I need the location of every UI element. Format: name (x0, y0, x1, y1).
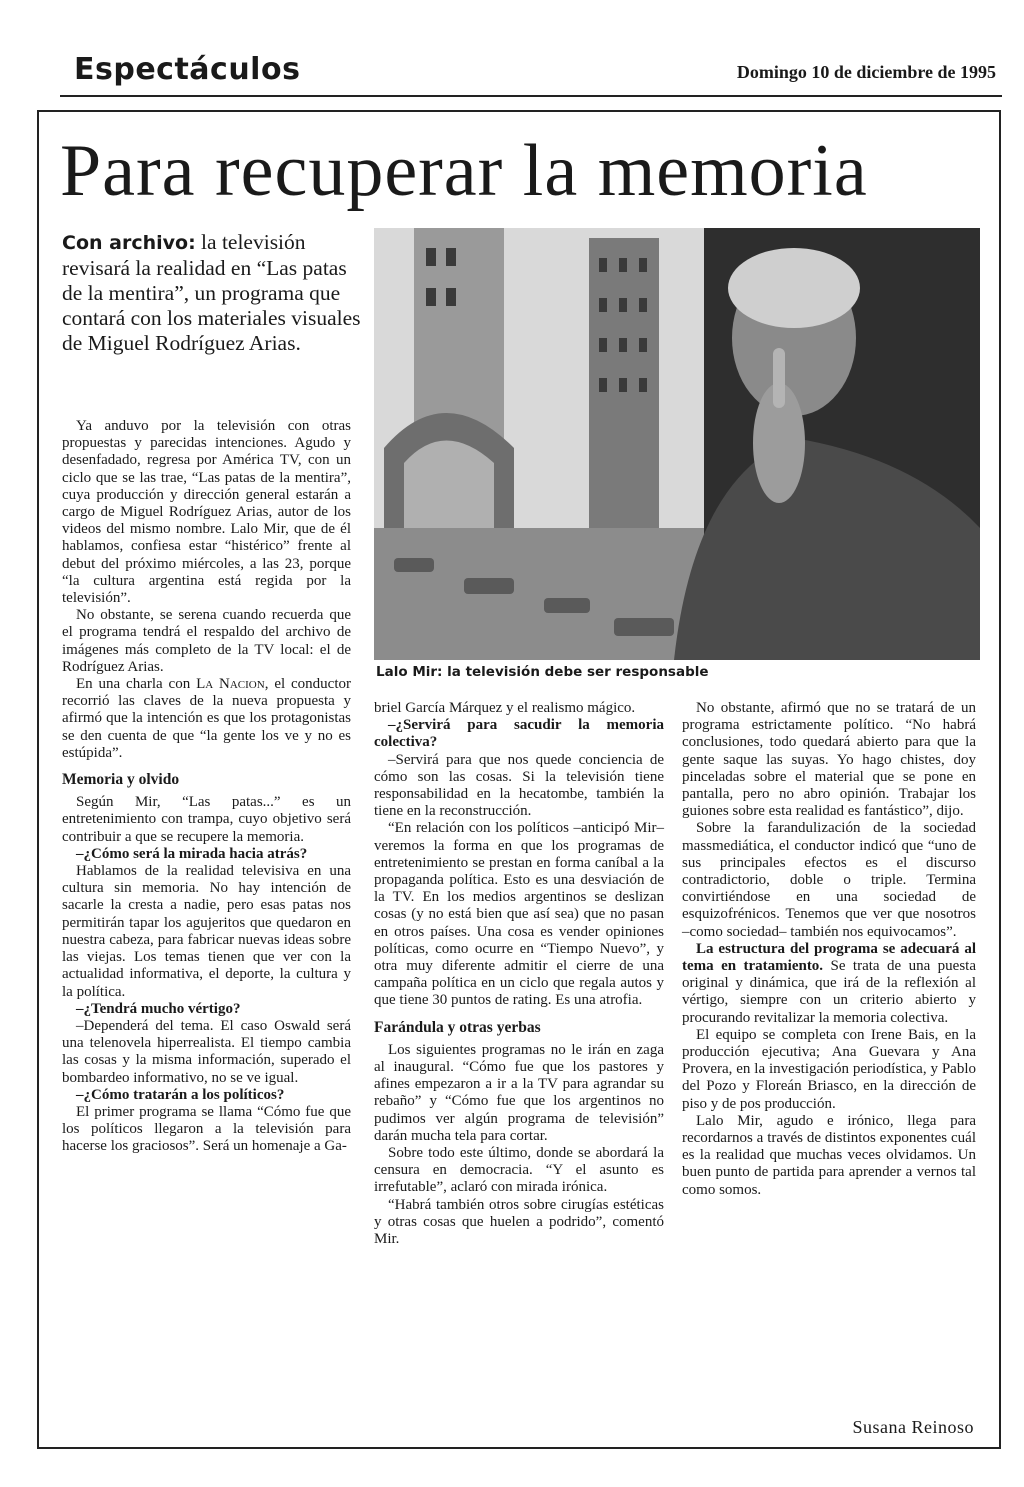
paragraph: Los siguientes programas no le irán en zaga al inaugural. “Cómo fue que los pastores y afines empezaron a ir a la TV para agrandar su rebaño” y “Cómo fue que los argentinos no pudimos ver algún programa de televisión” darán mucha tela para cortar. (374, 1041, 664, 1144)
paragraph: Según Mir, “Las patas...” es un entretenimiento con trampa, cuyo objetivo será contribuir a que se recupere la memoria. (62, 794, 351, 845)
newspaper-name: La Nacion (196, 676, 265, 693)
interview-question: –¿Servirá para sacudir la memoria colectiva? (374, 717, 664, 751)
paragraph: Sobre todo este último, donde se abordará la censura en democracia. “Y el asunto es irrefutable”, aclaró con mirada irónica. (374, 1145, 664, 1196)
article-column-2 (374, 700, 664, 1248)
paragraph: –Dependerá del tema. El caso Oswald será una telenovela hiperrealista. El tiempo cambia las cosas y la misma información, superado el bombardeo informativo, no se ve igual. (62, 1017, 351, 1086)
paragraph: Sobre la farandulización de la sociedad massmediática, el conductor indicó que “uno de sus principales efectos es el discurso contradictorio, doble o triple. Termina convirtiéndose en una sociedad de esquizofrénicos. Tenemos que ver que nosotros –como sociedad– también nos equivocamos”. (682, 820, 976, 940)
paragraph: El equipo se completa con Irene Bais, en la producción ejecutiva; Ana Guevara y Ana Provera, en la investigación periodística, y Pablo del Pozo y Floreán Briasco, en la dirección de piso y de pos producción. (682, 1026, 976, 1112)
interview-question: –¿Cómo será la mirada hacia atrás? (76, 845, 308, 862)
interview-question: –¿Tendrá mucho vértigo? (76, 1000, 241, 1017)
photo-illustration (374, 228, 980, 660)
article-headline: Para recuperar la memoria (60, 130, 868, 212)
paragraph: Ya anduvo por la televisión con otras propuestas y parecidas intenciones. Agudo y desenfadado, regresa por América TV, con un ciclo que se las trae, “Las patas de la mentira”, cuya producción y dirección general estarán a cargo de Miguel Rodríguez Arias, autor de los videos del mismo nombre. Lalo Mir, que de él hablamos, confiesa estar “histérico” frente al debut del próximo miércoles, a las 23, porque “la cultura argentina está regida por la televisión”. (62, 418, 351, 607)
paragraph: No obstante, afirmó que no se tratará de un programa estrictamente político. “No habrá conclusiones, todo quedará abierto para que la gente saque las suyas. Yo hago chistes, doy pinceladas sobre el material que se pone en pantalla, pero no abro opinión. Trabajar los guiones sobre esta realidad es fantástico”, dijo. (682, 700, 976, 820)
paragraph: –Servirá para que nos quede conciencia de cómo son las cosas. Si la televisión tiene responsabilidad en la hecatombe, también la tiene en la reconstrucción. (374, 751, 664, 820)
paragraph: briel García Márquez y el realismo mágico. (374, 700, 636, 716)
article-column-3 (682, 700, 976, 1199)
bold-lead: La estructura del programa se adecuará al tema en tratamiento. (682, 940, 976, 975)
interview-question: –¿Cómo tratarán a los políticos? (76, 1086, 285, 1103)
article-photo (374, 228, 980, 660)
article-column-1 (62, 418, 351, 1156)
paragraph: La estructura del programa se adecuará al tema en tratamiento. Se trata de una puesta original y dinámica, que irá de la reflexión al vértigo, siempre con un criterio abierto y procurando revitalizar la memoria colectiva. (682, 940, 976, 1026)
paragraph: No obstante, se serena cuando recuerda que el programa tendrá el respaldo del archivo de imágenes más completo de la TV local: el de Rodríguez Arias. (62, 607, 351, 675)
dateline: Domingo 10 de diciembre de 1995 (736, 62, 996, 82)
deck-text: la televisión revisará la realidad en “Las patas de la mentira”, un programa que contará con los materiales visuales de Miguel Rodríguez Arias. (62, 230, 361, 355)
subheading: Farándula y otras yerbas (374, 1018, 541, 1036)
byline: Susana Reinoso (852, 1417, 974, 1437)
deck-lead: Con archivo: (62, 232, 196, 254)
header-rule (60, 95, 1002, 97)
paragraph: “En relación con los políticos –anticipó Mir– veremos la forma en que los programas de entretenimiento se prestan en forma caníbal a la propaganda política. Esto es una desviación de la TV. En los medios argentinos se deslizan cosas (y no está bien que así sea) que no pasan en otros países. Una cosa es vender opiniones políticas, como ocurre en “Tiempo Nuevo”, y otra muy diferente admitir el cierre de una campaña política en un ciclo que regala autos y que tiene 30 puntos de rating. Es una atrofia. (374, 820, 664, 1009)
section-title: Espectáculos (74, 52, 301, 87)
paragraph: “Habrá también otros sobre cirugías estéticas y otras cosas que huelen a podrido”, comentó Mir. (374, 1196, 664, 1248)
paragraph: Lalo Mir, agudo e irónico, llega para recordarnos a través de distintos exponentes cuál es la realidad que muchas veces olvidamos. Un buen punto de partida para aprender a vernos tal como somos. (682, 1112, 976, 1198)
paragraph: El primer programa se llama “Cómo fue que los políticos llegaron a la televisión para hacerse los graciosos”. Será un homenaje a Ga- (62, 1103, 351, 1155)
paragraph: Hablamos de la realidad televisiva en una cultura sin memoria. No hay intención de sacarle la cresta a nadie, pero esas patas nos permitirán tapar los agujeritos que quedaron en nuestra cabeza, para fabricar nuevas ideas sobre las viejas. Los temas tienen que ver con la actualidad informativa, el deporte, la cultura y la política. (62, 863, 351, 1000)
paragraph: En una charla con La Nacion, el conductor recorrió las claves de la nueva propuesta y afirmó que la intención es que los protagonistas se den cuenta de que “la gente los ve y no es estúpida”. (62, 676, 351, 761)
article-deck (62, 230, 362, 356)
photo-caption: Lalo Mir: la televisión debe ser responsable (376, 664, 709, 680)
subheading: Memoria y olvido (62, 771, 180, 789)
